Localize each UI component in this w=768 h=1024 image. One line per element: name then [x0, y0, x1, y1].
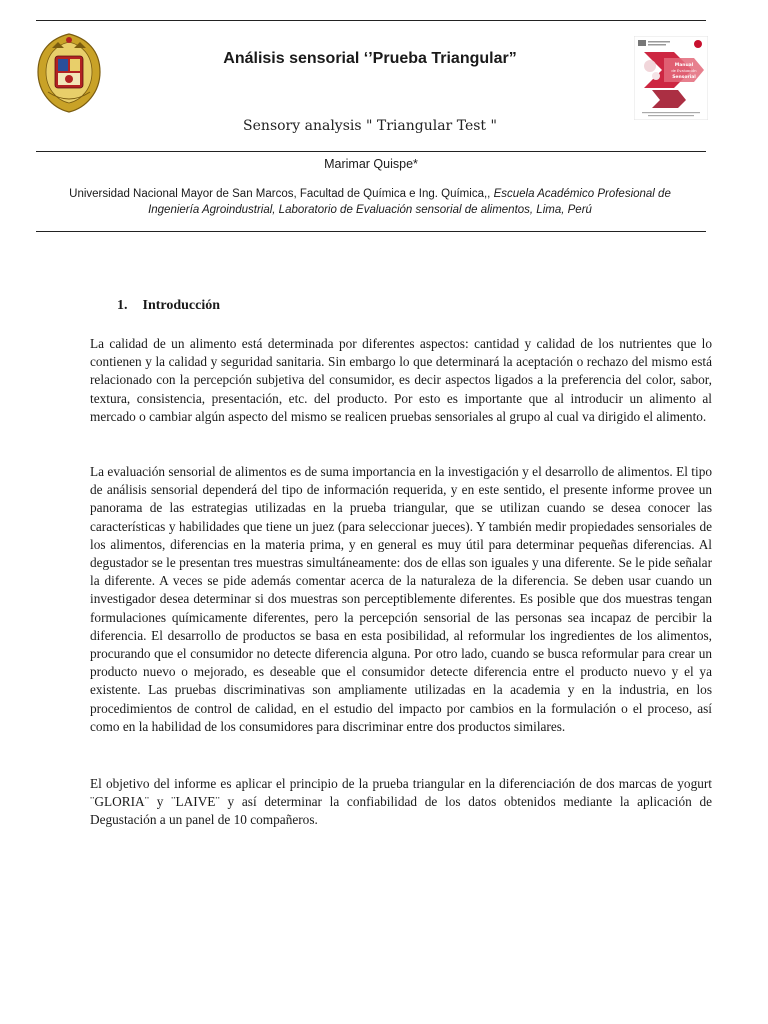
paragraph-3: El objetivo del informe es aplicar el principio de la prueba triangular en la diferenciación de dos marcas de yogurt ¨GLORIA¨ y ¨LAIVE¨ y así determinar la confiabilidad de los datos obtenidos mediante la aplicación de Degustación a un panel de 10 compañeros.	[90, 776, 712, 828]
title-rule	[36, 151, 706, 152]
cover-title-line-1: Manual	[674, 63, 694, 68]
document-title: Análisis sensorial ‘’Prueba Triangular”	[223, 50, 517, 67]
cover-title-line-2: de Evaluación	[671, 69, 697, 73]
paragraph-1: La calidad de un alimento está determinada por diferentes aspectos: cantidad y calidad de los nutrientes que lo contienen y la calidad y seguridad sanitaria. Sin embargo lo que determinará la aceptación o rechazo del mismo está relacionado con la percepción subjetiva del consumidor, es decir aspectos ligados a la preferencia del color, sabor, textura, consistencia, presentación, etc. del producto. Por esto es importante que al introducir un alimento al mercado o cambiar algún aspecto del mismo se realicen pruebas sensoriales al grupo al cual va dirigido el alimento.	[90, 336, 712, 424]
manual-cover-image	[634, 36, 708, 120]
section-number: 1.	[117, 298, 128, 313]
document-subtitle: Sensory analysis " Triangular Test "	[243, 118, 497, 134]
author-name: Marimar Quispe*	[324, 157, 418, 171]
cover-title-line-3: Sensorial	[672, 75, 696, 80]
affiliation-institution: Universidad Nacional Mayor de San Marcos, Facultad de Química e Ing. Química,,	[69, 188, 494, 200]
author-affiliation	[50, 186, 690, 218]
affiliation-school: Escuela Académico Profesional de Ingeniería Agroindustrial, Laboratorio de Evaluación sensorial de alimentos, Lima, Perú	[148, 188, 671, 216]
section-title: Introducción	[142, 298, 221, 313]
paragraph-2: La evaluación sensorial de alimentos es de suma importancia en la investigación y el desarrollo de alimentos. El tipo de análisis sensorial dependerá del tipo de información requerida, y en este sentido, el presente informe provee un panorama de las estrategias utilizadas en la prueba triangular, que se utilizan cuando se desea conocer las características y habilidades que tiene un juez (para seleccionar jueces). Y también medir propiedades sensoriales de los alimentos, diferencias en la materia prima, y en general es muy útil para determinar pequeñas diferencias. Al degustador se le presentan tres muestras simultáneamente: dos de ellas son iguales y una diferente. Se le pide señalar la diferente. A veces se pide además comentar acerca de la naturaleza de la diferencia. Se deben usar cuando un investigador desea determinar si dos muestras son perceptiblemente diferentes. Es posible que dos muestras tengan formulaciones químicamente diferentes, pero la percepción sensorial de las personas sea incapaz de percibir la diferencia. El desarrollo de productos se basa en esta posibilidad, al reformular los ingredientes de los alimentos, procurando que el consumidor no detecte diferencia alguna. Por otro lado, cuando se busca reformular para crear un producto nuevo o mejorado, es deseable que el consumidor detecte diferencia entre el producto nuevo y el ya existente. Las pruebas discriminativas son ampliamente utilizadas en la academia y en la industria, en los procedimientos de control de calidad, en el estudio del impacto por cambios en la formulación o el proceso, así como en la habilidad de los consumidores para discriminar entre dos productos similares.	[90, 464, 712, 734]
section-heading	[117, 298, 220, 314]
university-seal-logo	[34, 32, 104, 114]
top-rule	[36, 20, 706, 21]
affiliation-rule	[36, 231, 706, 232]
